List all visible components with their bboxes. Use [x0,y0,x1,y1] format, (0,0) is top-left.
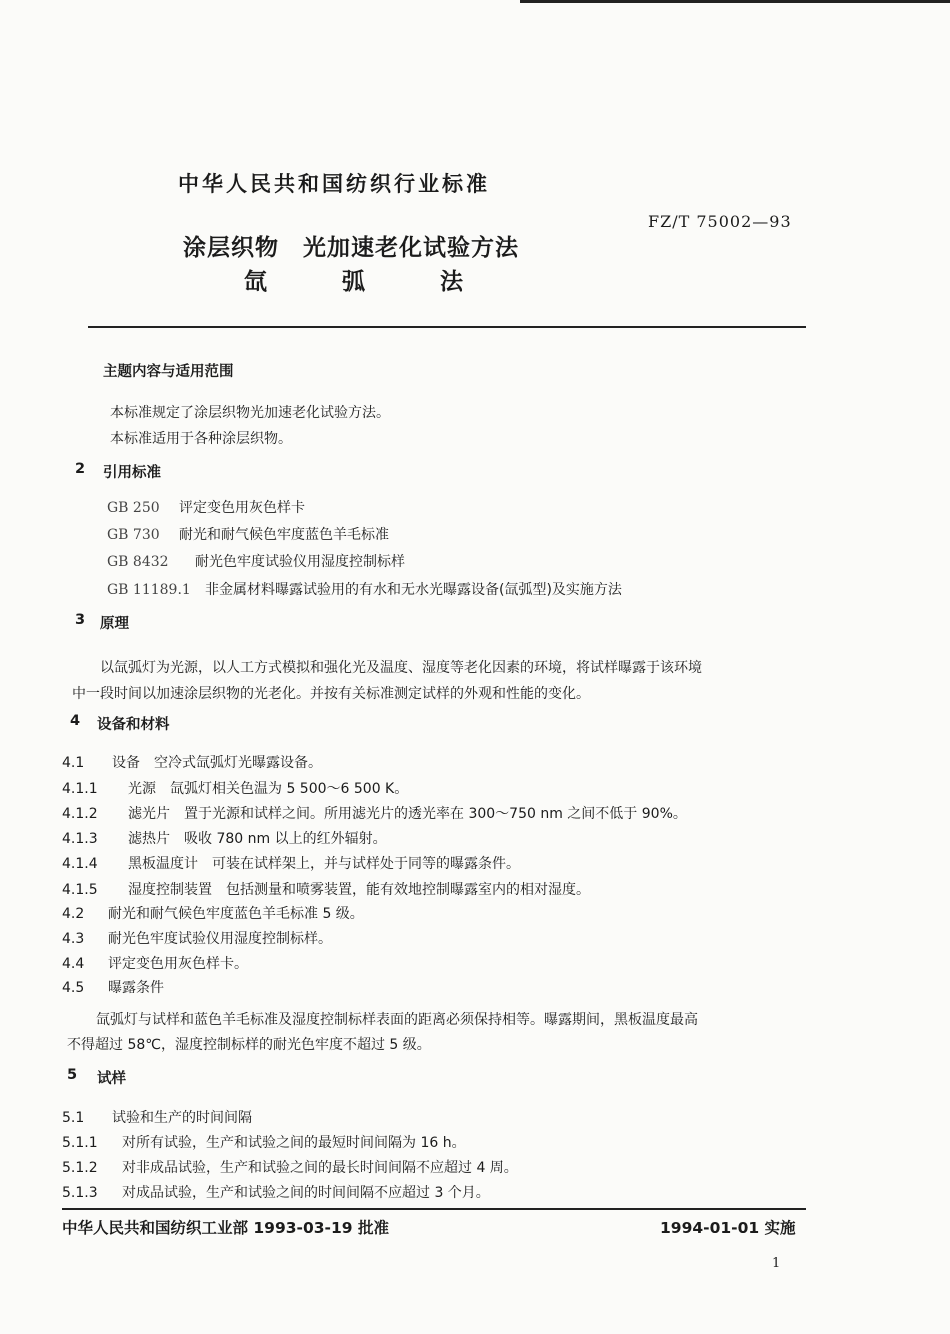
approval-line: 中华人民共和国纺织工业部 1993-03-19 批准 [62,1219,389,1237]
reference-code: GB 730 [107,527,160,543]
document-subtitle [244,263,463,296]
reference-code: GB 11189.1 [107,582,191,598]
clause-item [62,977,164,997]
clause-number: 4.2 [62,906,85,922]
reference-item [107,524,389,544]
clause-4-5-line: 不得超过 58℃，湿度控制标样的耐光色牢度不超过 5 级。 [67,1037,431,1053]
section-2-number: 2 [75,461,86,477]
clause-text: 耐光色牢度试验仪用湿度控制标样。 [108,931,332,947]
subtitle-char: 氙 [244,269,267,295]
clause-text: 滤热片 吸收 780 nm 以上的红外辐射。 [128,831,387,847]
scan-edge-mark [520,0,950,3]
subtitle-char: 法 [440,269,463,295]
clause-item [62,853,520,873]
clause-item [62,1132,466,1152]
section-5-number: 5 [67,1067,78,1083]
clause-text: 曝露条件 [108,980,164,996]
clause-number: 5.1 [62,1110,85,1126]
section-1-line: 本标准规定了涂层织物光加速老化试验方法。 [110,405,390,421]
document-title: 涂层织物 光加速老化试验方法 [183,235,519,261]
reference-title: 耐光色牢度试验仪用湿度控制标样 [195,554,405,570]
section-1-line: 本标准适用于各种涂层织物。 [110,431,292,447]
section-3-line: 中一段时间以加速涂层织物的光老化。并按有关标准测定试样的外观和性能的变化。 [72,686,590,702]
section-4-number: 4 [70,713,81,729]
section-3-line: 以氙弧灯为光源，以人工方式模拟和强化光及温度、湿度等老化因素的环境，将试样曝露于该环境 [100,660,702,676]
reference-item [107,551,405,571]
clause-number: 5.1.2 [62,1160,98,1176]
org-header: 中华人民共和国纺织行业标准 [178,172,490,196]
clause-number: 4.3 [62,931,85,947]
effective-date: 1994-01-01 实施 [660,1219,796,1237]
clause-number: 4.5 [62,980,85,996]
reference-title: 非金属材料曝露试验用的有水和无水光曝露设备(氙弧型)及实施方法 [205,582,622,598]
clause-text: 黑板温度计 可装在试样架上，并与试样处于同等的曝露条件。 [128,856,520,872]
clause-number: 4.1.2 [62,806,98,822]
subtitle-char: 弧 [342,269,365,295]
reference-code: GB 250 [107,500,160,516]
clause-text: 对成品试验，生产和试验之间的时间间隔不应超过 3 个月。 [122,1185,490,1201]
clause-item [62,953,248,973]
clause-text: 评定变色用灰色样卡。 [108,956,248,972]
clause-number: 4.1.1 [62,781,98,797]
section-3-heading: 原理 [100,616,129,632]
clause-item [62,1157,518,1177]
clause-item [62,778,408,798]
section-3-number: 3 [75,612,86,628]
clause-number: 4.1 [62,755,85,771]
reference-title: 耐光和耐气候色牢度蓝色羊毛标准 [179,527,389,543]
clause-number: 4.1.3 [62,831,98,847]
clause-text: 试验和生产的时间间隔 [112,1110,252,1126]
header-divider [88,326,806,328]
footer-divider [62,1208,806,1210]
clause-text: 耐光和耐气候色牢度蓝色羊毛标准 5 级。 [108,906,364,922]
section-1-heading: 主题内容与适用范围 [103,364,234,380]
clause-text: 对非成品试验，生产和试验之间的最长时间间隔不应超过 4 周。 [122,1160,518,1176]
section-5-heading: 试样 [97,1071,126,1087]
reference-code: GB 8432 [107,554,169,570]
clause-item [62,1107,252,1127]
clause-item [62,803,687,823]
clause-item [62,879,590,899]
page-number: 1 [772,1256,781,1271]
clause-item [62,1182,490,1202]
section-2-heading: 引用标准 [103,465,161,481]
clause-number: 4.1.5 [62,882,98,898]
clause-item [62,828,387,848]
clause-number: 4.1.4 [62,856,98,872]
clause-number: 4.4 [62,956,85,972]
clause-item [62,752,322,772]
reference-title: 评定变色用灰色样卡 [179,500,305,516]
clause-4-5-line: 氙弧灯与试样和蓝色羊毛标准及湿度控制标样表面的距离必须保持相等。曝露期间，黑板温度最高 [96,1012,698,1028]
clause-item [62,903,364,923]
clause-text: 设备 空冷式氙弧灯光曝露设备。 [112,755,322,771]
clause-text: 光源 氙弧灯相关色温为 5 500～6 500 K。 [128,781,409,797]
clause-item [62,928,332,948]
section-4-heading: 设备和材料 [97,717,170,733]
reference-item [107,579,622,599]
reference-item [107,497,305,517]
standard-code: FZ/T 75002—93 [648,212,792,231]
clause-number: 5.1.1 [62,1135,98,1151]
clause-text: 对所有试验，生产和试验之间的最短时间间隔为 16 h。 [122,1135,466,1151]
clause-text: 滤光片 置于光源和试样之间。所用滤光片的透光率在 300～750 nm 之间不低于 90%。 [128,806,687,822]
clause-number: 5.1.3 [62,1185,98,1201]
clause-text: 湿度控制装置 包括测量和喷雾装置，能有效地控制曝露室内的相对湿度。 [128,882,590,898]
